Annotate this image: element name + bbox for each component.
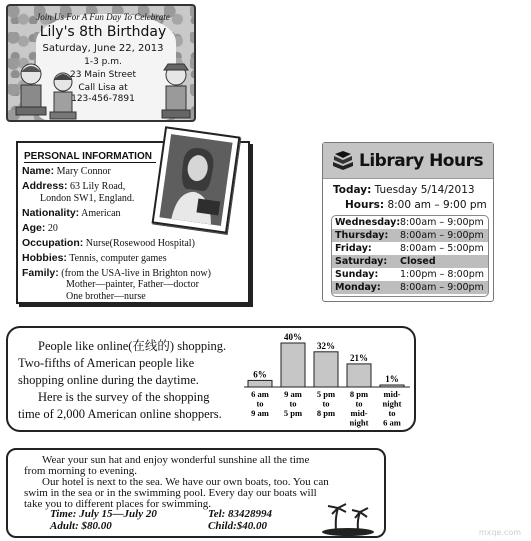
hours-label: Hours: [345, 199, 385, 211]
age-label: Age: [22, 222, 46, 234]
today-value: Tuesday 5/14/2013 [374, 184, 475, 196]
hobbies-value: Tennis, computer games [69, 253, 167, 264]
schedule-row [332, 242, 488, 255]
hotel-time: Time: July 15—July 20 [50, 508, 157, 520]
family-row-3 [66, 291, 146, 303]
birthday-invitation-card [6, 4, 196, 122]
hotel-line-4: swim in the sea or in the swimming pool. Every day our boats will [24, 487, 317, 499]
hotel-line-2: from morning to evening. [24, 465, 138, 477]
hobbies-row [22, 252, 167, 265]
chart-category-label: 5 pm [283, 408, 303, 418]
family-value-2: Mother—painter, Father—doctor [66, 279, 199, 290]
chart-bar [314, 352, 338, 387]
chart-category-label: to [289, 398, 297, 409]
chart-category-label: to [256, 398, 264, 409]
name-label: Name: [22, 165, 55, 177]
hotel-line-3: Our hotel is next to the sea. We have our own boats, too. You can [42, 476, 329, 488]
chart-data-label: 1% [385, 374, 399, 384]
occupation-value: Nurse(Rosewood Hospital) [85, 238, 195, 249]
schedule-time: 8:00am – 9:00pm [400, 230, 484, 241]
chart-category-label: mid- [383, 389, 401, 399]
address-label: Address: [22, 180, 68, 192]
age-row [22, 222, 58, 235]
shopping-line-3: shopping online during the daytime. [18, 373, 199, 387]
chart-category-label: 8 pm [316, 408, 336, 418]
hotel-line-5: take you to different places for swimming. [24, 498, 212, 510]
family-label: Family: [22, 267, 59, 279]
schedule-row [332, 216, 488, 229]
invitation-tagline: Join Us For A Fun Day To Celebrate [36, 12, 170, 22]
family-row-2 [66, 279, 199, 291]
schedule-day: Monday: [335, 282, 381, 293]
invitation-address: 23 Main Street [69, 70, 136, 80]
schedule-row [332, 255, 488, 268]
invitation-time: 1-3 p.m. [84, 57, 122, 67]
chart-category-label: night [349, 417, 369, 428]
chart-data-label: 32% [317, 340, 335, 351]
invitation-phone: 123-456-7891 [71, 94, 135, 104]
chart-category-label: to [388, 408, 396, 418]
chart-category-label: mid- [350, 408, 368, 418]
chart-bar [281, 343, 305, 387]
schedule-time: 8:00am – 9:00pm [400, 217, 484, 228]
address-row [22, 180, 125, 193]
schedule-day: Wednesday: [335, 217, 401, 228]
shopping-line-5: time of 2,000 American online shoppers. [18, 407, 222, 421]
invitation-title: Lily's 8th Birthday [39, 24, 167, 40]
schedule-row [332, 268, 488, 281]
nationality-value: American [81, 208, 121, 219]
chart-data-label: 21% [350, 352, 368, 363]
person-portrait-icon [159, 134, 232, 226]
library-header [323, 143, 493, 179]
family-value-3: One brother—nurse [66, 291, 146, 302]
schedule-day: Thursday: [335, 230, 389, 241]
nationality-label: Nationality: [22, 207, 80, 219]
personal-info-title: PERSONAL INFORMATION [24, 151, 156, 163]
hobbies-label: Hobbies: [22, 252, 67, 264]
chart-data-label: 40% [284, 332, 302, 342]
occupation-label: Occupation: [22, 237, 84, 249]
address-row-2 [40, 193, 134, 205]
age-value: 20 [47, 223, 58, 234]
schedule-time: 1:00pm – 8:00pm [400, 269, 485, 280]
schedule-time: 8:00am – 9:00pm [400, 282, 484, 293]
chart-category-label: 6 am [251, 389, 269, 399]
shopping-time-bar-chart [244, 332, 414, 432]
today-label: Today: [333, 184, 372, 196]
name-value: Mary Connor [56, 166, 111, 177]
books-icon [331, 150, 355, 172]
hotel-tel: Tel: 83428994 [208, 508, 273, 520]
portrait-photo [152, 126, 241, 234]
chart-category-label: to [322, 398, 330, 409]
schedule-time: Closed [400, 256, 436, 267]
chart-category-label: 6 am [383, 417, 401, 428]
address-value-2: London SW1, England. [40, 193, 135, 204]
shopping-line-1: People like online(在线的) shopping. [38, 339, 227, 353]
invitation-contact: Call Lisa at [78, 83, 128, 93]
hotel-line-1: Wear your sun hat and enjoy wonderful sunshine all the time [42, 454, 310, 466]
palm-island-icon [320, 500, 376, 536]
occupation-row [22, 237, 195, 250]
family-value-1: (from the USA-live in Brighton now) [61, 268, 211, 279]
hotel-advert-card [6, 448, 386, 538]
name-row [22, 165, 111, 178]
shopping-line-4: Here is the survey of the shopping [38, 390, 210, 404]
chart-category-label: 9 am [284, 389, 302, 399]
schedule-time: 8:00am – 5:00pm [400, 243, 484, 254]
chart-category-label: night [382, 398, 402, 409]
chart-category-label: to [355, 398, 363, 409]
chart-category-label: 8 pm [349, 389, 369, 399]
library-hours-today [345, 199, 487, 211]
library-hours-card [322, 142, 494, 302]
library-today [333, 184, 475, 196]
schedule-row [332, 229, 488, 242]
hours-value: 8:00 am – 9:00 pm [387, 199, 487, 211]
schedule-day: Friday: [335, 243, 372, 254]
chart-data-label: 6% [253, 369, 267, 380]
schedule-day: Saturday: [335, 256, 388, 267]
shopping-line-2: Two-fifths of American people like [18, 356, 195, 370]
chart-bar [347, 364, 371, 387]
chart-category-label: 5 pm [316, 389, 336, 399]
schedule-day: Sunday: [335, 269, 379, 280]
hotel-adult-price: Adult: $80.00 [50, 520, 112, 532]
online-shopping-card [6, 326, 416, 432]
invitation-text [8, 12, 196, 104]
shopping-text [18, 338, 258, 423]
chart-category-label: 9 am [251, 408, 269, 418]
invitation-date: Saturday, June 22, 2013 [42, 43, 164, 54]
hotel-child-price: Child:$40.00 [208, 520, 267, 532]
schedule-row [332, 281, 488, 294]
library-title: Library Hours [359, 151, 484, 171]
address-value-1: 63 Lily Road, [70, 181, 126, 192]
nationality-row [22, 207, 121, 220]
chart-bar [248, 380, 272, 387]
watermark-text: mxqe.com [478, 528, 521, 537]
library-schedule-table [331, 215, 489, 297]
